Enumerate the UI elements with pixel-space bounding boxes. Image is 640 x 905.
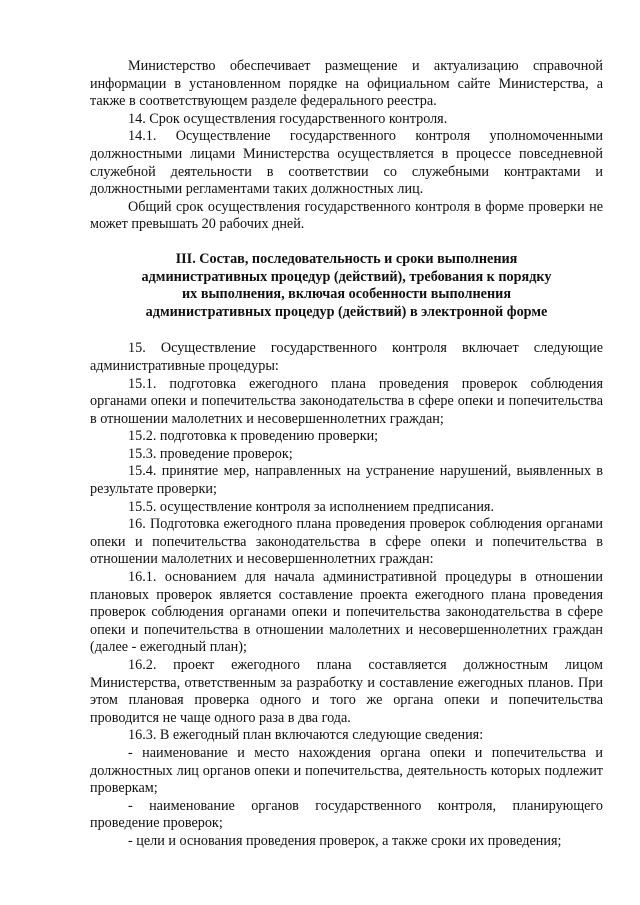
paragraph-15-5: 15.5. осуществление контроля за исполнением предписания. [128,498,494,515]
heading-line: административных процедур (действий), требования к порядку [141,268,552,285]
paragraph-16-3: 16.3. В ежегодный план включаются следующие сведения: [128,727,484,744]
heading-line: административных процедур (действий) в электронной форме [145,303,548,320]
paragraph-15-3: 15.3. проведение проверок; [128,445,293,462]
paragraph-15: 15. Осуществление государственного контроля включает следующие административные процедуры: [90,340,603,374]
paragraph-14: 14. Срок осуществления государственного контроля. [128,110,448,127]
list-item: - наименование органов государственного контроля, планирующего проведение проверок; [90,797,603,832]
paragraph-15-1: 15.1. подготовка ежегодного плана проведения проверок соблюдения органами опеки и попечительства законодательства в сфере опеки и попечительства в отношении малолетних и несовершеннолетних граждан; [90,375,603,427]
document-page [90,58,603,851]
heading-line: их выполнения, включая особенности выполнения [182,286,511,303]
paragraph-16-2: 16.2. проект ежегодного плана составляется должностным лицом Министерства, ответственным за разработку и составление ежегодных планов. При этом плановая проверка одного и того же органа опеки и попечительства проводится не чаще одного раза в два года. [90,657,603,726]
heading-line: III. Состав, последовательность и сроки выполнения [175,250,518,267]
paragraph-15-2: 15.2. подготовка к проведению проверки; [128,428,379,445]
paragraph-16: 16. Подготовка ежегодного плана проведения проверок соблюдения органами опеки и попечительства законодательства в сфере опеки и попечительства в отношении малолетних и несовершеннолетних граждан: [90,516,603,568]
list-item: - наименование и место нахождения органа опеки и попечительства и должностных лиц органов опеки и попечительства, деятельность которых подлежит проверкам; [90,744,603,797]
list-item: - цели и основания проведения проверок, а также сроки их проведения; [128,832,562,849]
section-heading-iii [90,251,603,321]
paragraph-14-1: 14.1. Осуществление государственного контроля уполномоченными должностными лицами Министерства осуществляется в процессе повседневной служебной деятельности в соответствии со служебными контрактами и должностными регламентами таких должностных лиц. [90,128,603,198]
paragraph-15-4: 15.4. принятие мер, направленных на устранение нарушений, выявленных в результате проверки; [90,463,603,498]
paragraph-total-term: Общий срок осуществления государственного контроля в форме проверки не может превышать 20 рабочих дней. [90,198,603,233]
paragraph-16-1: 16.1. основанием для начала административной процедуры в отношении плановых проверок является составление проекта ежегодного плана проведения проверок соблюдения органами опеки и попечительства законодательства в сфере опеки и попечительства в отношении малолетних и несовершеннолетних граждан (далее - ежегодный план); [90,569,603,656]
paragraph-reference-info: Министерство обеспечивает размещение и актуализацию справочной информации в установленном порядке на официальном сайте Министерства, а также в соответствующем разделе федерального реестра. [90,58,603,110]
